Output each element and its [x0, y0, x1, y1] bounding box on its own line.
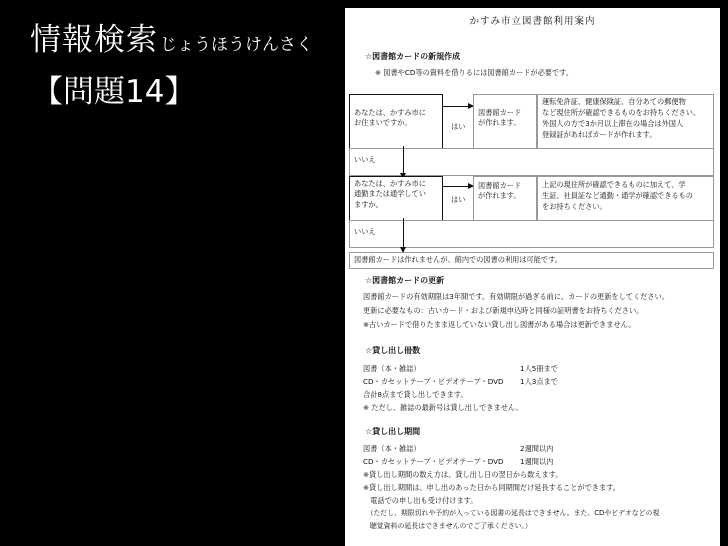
- document-title: かすみ市立図書館利用案内: [469, 16, 596, 27]
- arrow-down-icon: [403, 146, 404, 178]
- question-number: 【問題14】: [32, 74, 196, 110]
- answer-yes: はい: [451, 195, 466, 204]
- result-line: 図書館カード: [478, 108, 522, 117]
- final-result-text: 図書館カードは作れませんが、館内での図書の利用は可能です。: [354, 255, 562, 264]
- slide-title-reading: じょうほうけんさく: [160, 35, 313, 55]
- section-heading-loan-limit: ☆貸し出し冊数: [365, 346, 421, 355]
- result-line: 図書館カード: [478, 181, 522, 190]
- requirement-line: 上記の現住所が確認できるものに加えて、学: [542, 180, 686, 189]
- slide-title-text: 情報検索: [30, 22, 158, 58]
- arrow-down-icon: [403, 218, 404, 252]
- arrow-right-icon: [443, 186, 473, 187]
- question-line: あなたは、かすみ市に: [354, 179, 426, 188]
- slide-title: [30, 14, 313, 59]
- result-line: が作れます。: [478, 191, 521, 201]
- limit-line: ※ ただし、雑誌の最新号は貸し出しできません。: [363, 403, 523, 412]
- question-line: 通勤または通学してい: [354, 189, 426, 199]
- renewal-line: ※古いカードで借りたまま返していない貸し出し図書がある場合は更新できません。: [363, 320, 636, 329]
- period-value: 1週間以内: [520, 457, 554, 466]
- arrow-right-icon: [443, 106, 473, 107]
- requirement-box: [537, 176, 714, 222]
- question-line: あなたは、かすみ市に: [354, 108, 426, 117]
- card-required-note: ※ 図書やCD等の資料を借りるには図書館カードが必要です。: [375, 68, 573, 77]
- period-line: 聴覚資料の延長はできませんのでご了承ください。）: [363, 522, 532, 530]
- period-line: 電話での申し出も受け付けます。: [363, 496, 478, 505]
- library-guide-document: [345, 8, 720, 546]
- period-value: 2週間以内: [520, 444, 554, 453]
- result-box: [473, 176, 537, 222]
- answer-no: いいえ: [354, 155, 376, 164]
- answer-no: いいえ: [354, 227, 376, 236]
- limit-value: 1人3点まで: [520, 377, 558, 386]
- renewal-line: 図書館カードの有効期限は3年間です。有効期限が過ぎる前に、カードの更新をしてください。: [363, 292, 669, 301]
- final-result-box: [349, 252, 714, 269]
- requirement-line: をお持ちください。: [542, 201, 607, 211]
- requirement-line: 外国人の方で3か月以上滞在の場合は外国人: [542, 118, 684, 128]
- requirement-line: 運転免許証、健康保険証、自分あての郵便物: [542, 97, 686, 106]
- question-line: お住まいですか。: [354, 118, 412, 128]
- limit-item: CD・カセットテープ・ビデオテープ・DVD: [363, 377, 504, 386]
- section-heading-renewal: ☆図書館カードの更新: [365, 276, 445, 285]
- limit-line: 合計8点まで貸し出しできます。: [363, 390, 468, 399]
- limit-item: 図書（本・雑誌）: [363, 364, 421, 373]
- result-line: が作れます。: [478, 118, 521, 128]
- renewal-line: 更新に必要なもの：古いカード・および新規申込時と同様の証明書をお持ちください。: [363, 306, 644, 315]
- period-line: ※貸し出し期間は、申し出のあった日から同期間だけ延長することができます。: [363, 483, 620, 492]
- section-heading-loan-period: ☆貸し出し期間: [365, 427, 421, 436]
- period-line: ※貸し出し期間の数え方は、貸し出し日の翌日から数えます。: [363, 470, 563, 479]
- limit-value: 1人5冊まで: [520, 364, 558, 373]
- period-item: CD・カセットテープ・ビデオテープ・DVD: [363, 457, 504, 466]
- answer-yes: はい: [451, 122, 466, 131]
- question-box-resident: [349, 94, 443, 150]
- period-item: 図書（本・雑誌）: [363, 444, 421, 453]
- section-heading-new-card: ☆図書館カードの新規作成: [365, 52, 461, 61]
- period-line: （ただし、期限切れや予約が入っている図書の延長はできません。また、CDやビデオなどの視: [363, 509, 660, 517]
- question-line: ますか。: [354, 199, 383, 209]
- requirement-line: など現住所が確認できるものをお持ちください。: [542, 107, 701, 117]
- result-box: [473, 94, 537, 150]
- requirement-line: 登録証があればカードが作れます。: [542, 129, 657, 139]
- requirement-box: [537, 94, 714, 150]
- question-box-commuter: [349, 176, 443, 222]
- requirement-line: 生証、社員証など通勤・通学が確認できるもの: [542, 190, 693, 200]
